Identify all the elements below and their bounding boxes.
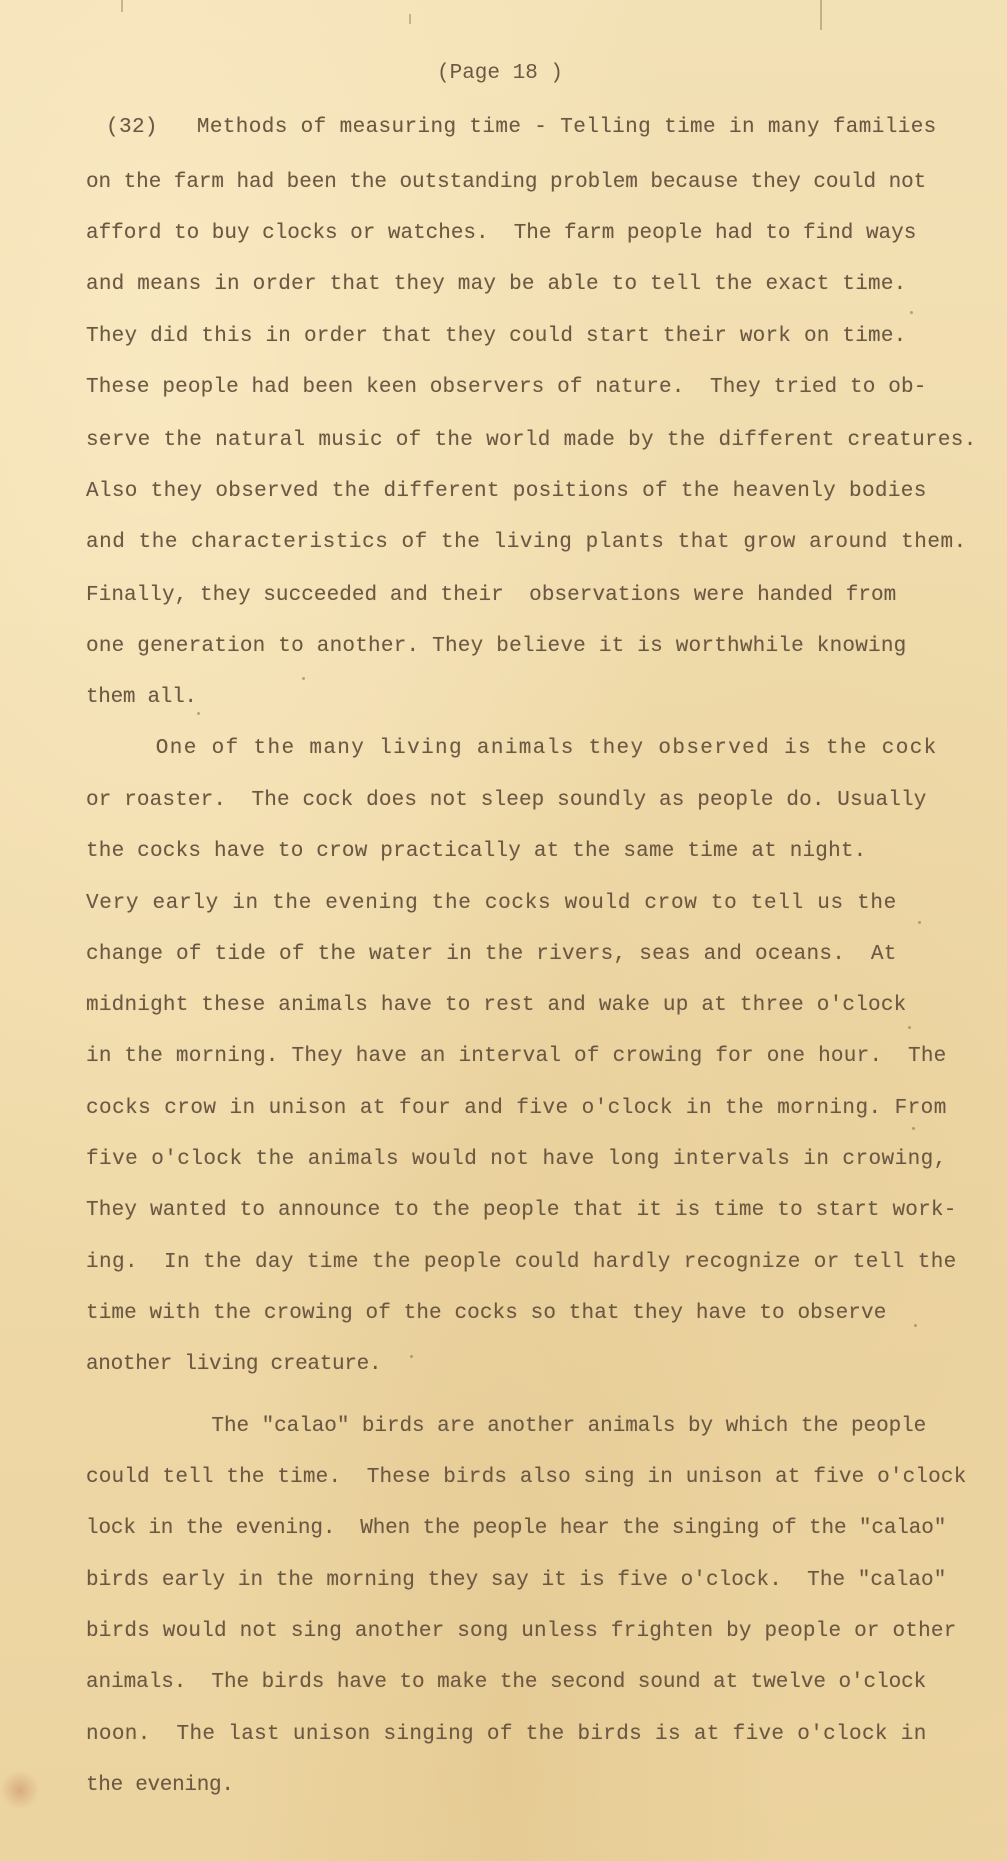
- text-line: could tell the time. These birds also sing in unison at five o'clock: [86, 1466, 967, 1489]
- text-line: midnight these animals have to rest and wake up at three o'clock: [86, 994, 907, 1017]
- text-line: lock in the evening. When the people hear the singing of the "calao": [86, 1517, 947, 1540]
- text-line: five o'clock the animals would not have long intervals in crowing,: [86, 1148, 947, 1171]
- text-line: (32) Methods of measuring time - Telling time in many families: [106, 116, 937, 139]
- text-line: These people had been keen observers of nature. They tried to ob-: [86, 376, 927, 399]
- text-line: in the morning. They have an interval of crowing for one hour. The: [86, 1045, 947, 1068]
- text-line: Very early in the evening the cocks would crow to tell us the: [86, 892, 897, 915]
- text-line: afford to buy clocks or watches. The farm people had to find ways: [86, 222, 917, 245]
- text-line: the cocks have to crow practically at the same time at night.: [86, 840, 867, 863]
- speck: [197, 712, 200, 715]
- text-line: time with the crowing of the cocks so that they have to observe: [86, 1302, 887, 1325]
- text-line: ing. In the day time the people could hardly recognize or tell the: [86, 1251, 957, 1274]
- text-line: another living creature.: [86, 1353, 382, 1376]
- speck: [912, 1127, 915, 1130]
- speck: [918, 921, 921, 924]
- text-line: or roaster. The cock does not sleep soundly as people do. Usually: [86, 789, 927, 812]
- text-line: Also they observed the different positions of the heavenly bodies: [86, 480, 927, 503]
- text-line: animals. The birds have to make the second sound at twelve o'clock: [86, 1671, 927, 1694]
- speck: [302, 677, 305, 680]
- speck: [914, 1324, 917, 1327]
- text-line: The "calao" birds are another animals by which the people: [86, 1415, 927, 1438]
- text-line: and the characteristics of the living plants that grow around them.: [86, 531, 967, 554]
- text-line: serve the natural music of the world made by the different creatures.: [86, 429, 977, 452]
- text-line: the evening.: [86, 1774, 234, 1797]
- text-line: They wanted to announce to the people that it is time to start work-: [86, 1199, 957, 1222]
- text-line: and means in order that they may be able to tell the exact time.: [86, 273, 907, 296]
- text-line: birds would not sing another song unless frighten by people or other: [86, 1620, 957, 1643]
- edge-mark: [409, 14, 411, 24]
- edge-mark: [820, 0, 822, 30]
- text-line: One of the many living animals they observed is the cock: [86, 737, 938, 760]
- text-line: noon. The last unison singing of the birds is at five o'clock in: [86, 1723, 927, 1746]
- text-line: cocks crow in unison at four and five o'clock in the morning. From: [86, 1097, 947, 1120]
- page-number: (Page 18 ): [437, 62, 564, 85]
- speck: [908, 1026, 911, 1029]
- speck: [410, 1355, 413, 1358]
- text-line: on the farm had been the outstanding problem because they could not: [86, 171, 927, 194]
- text-line: Finally, they succeeded and their observations were handed from: [86, 584, 897, 607]
- text-line: change of tide of the water in the rivers, seas and oceans. At: [86, 943, 897, 966]
- stain: [0, 1770, 40, 1810]
- text-line: them all.: [86, 686, 197, 709]
- text-line: They did this in order that they could start their work on time.: [86, 325, 907, 348]
- text-line: birds early in the morning they say it is five o'clock. The "calao": [86, 1569, 947, 1592]
- edge-mark: [121, 0, 123, 12]
- text-line: one generation to another. They believe it is worthwhile knowing: [86, 635, 907, 658]
- speck: [910, 311, 913, 314]
